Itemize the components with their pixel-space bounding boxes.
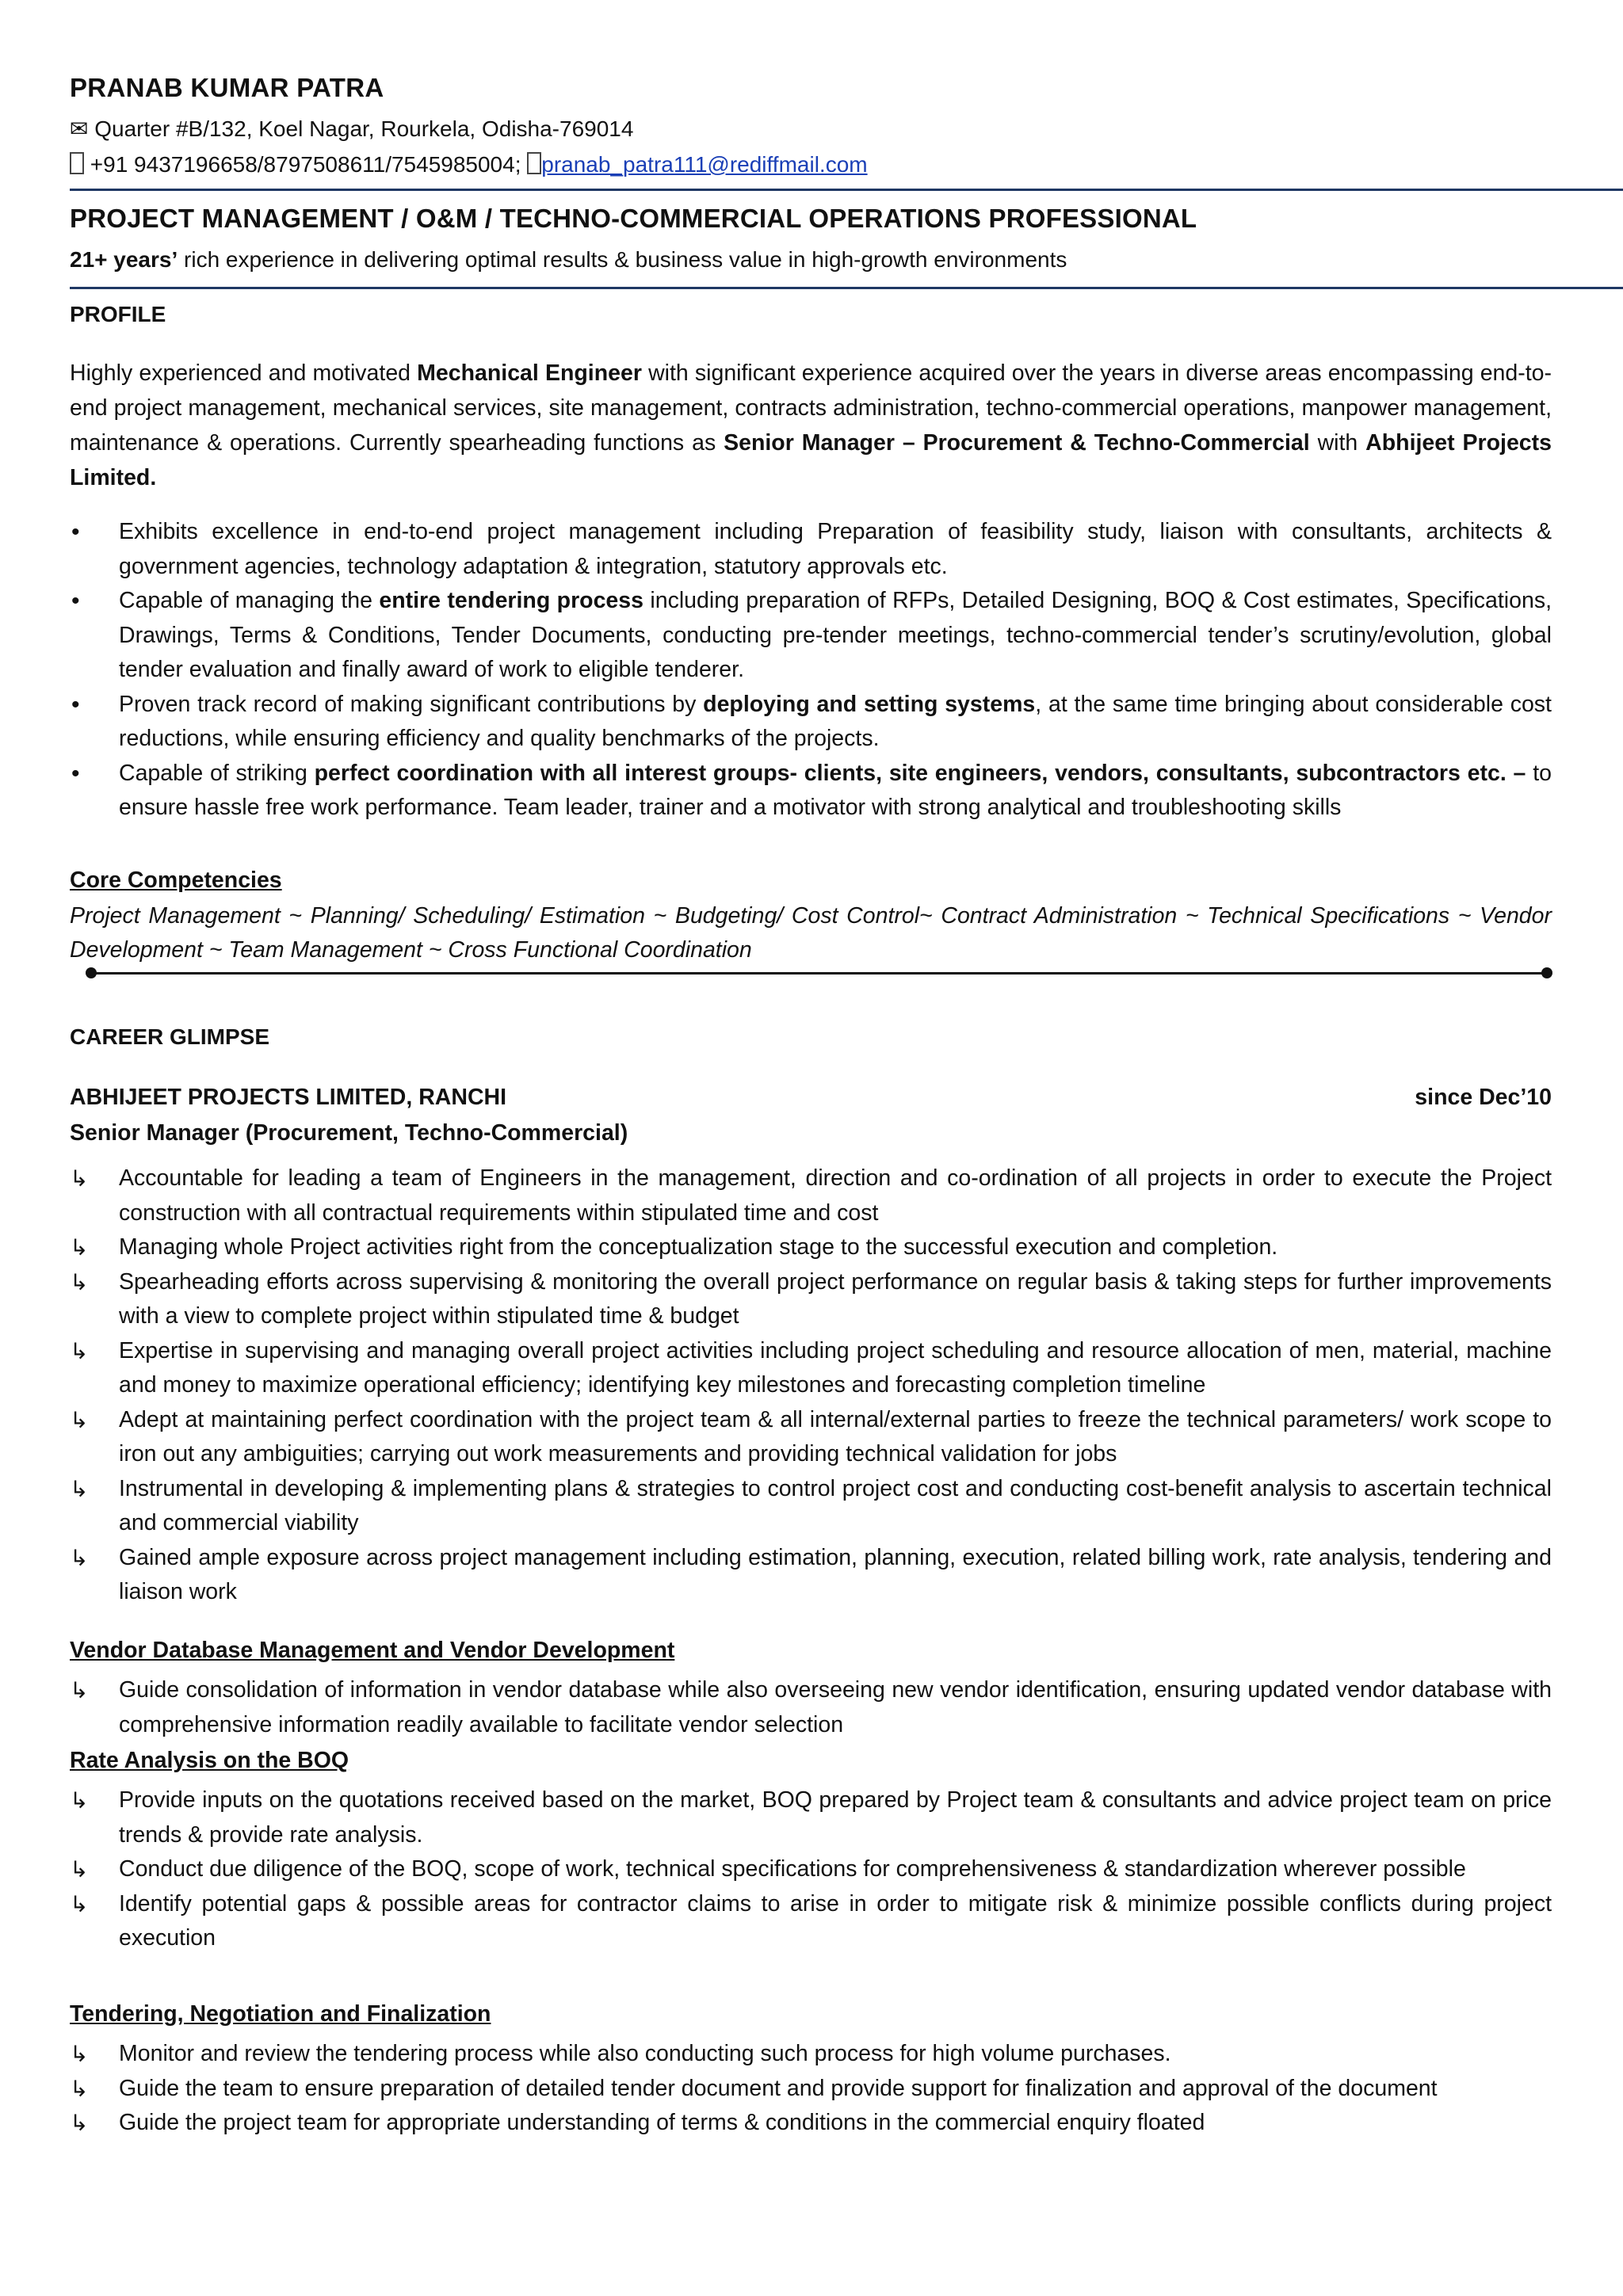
profile-bullet-run: Capable of striking (119, 760, 315, 786)
tenure: since Dec’10 (1415, 1085, 1552, 1110)
tender-bullet-item: ↳ Monitor and review the tendering process while also conducting such process for high volume purchases. (70, 2037, 1552, 2072)
phone-icon (70, 152, 84, 174)
vendor-heading: Vendor Database Management and Vendor Development (70, 1638, 675, 1663)
profile-summary-run: Mechanical Engineer (417, 360, 642, 386)
vendor-bullets (70, 1673, 1552, 1742)
profile-bullet-run: perfect coordination with all interest groups- clients, site engineers, vendors, consultants, subcontractors etc. – (314, 760, 1526, 786)
phone-text: +91 9437196658/8797508611/7545985004; (90, 152, 521, 177)
rate-analysis-heading: Rate Analysis on the BOQ (70, 1748, 349, 1773)
candidate-name: PRANAB KUMAR PATRA (70, 73, 384, 102)
career-bullet-item: ↳ Gained ample exposure across project management including estimation, planning, execution, related billing work, rate analysis, tendering and liaison work (70, 1541, 1552, 1610)
career-bullet-item: ↳ Managing whole Project activities right from the conceptualization stage to the successful execution and completion. (70, 1230, 1552, 1265)
profile-bullet-item (70, 584, 1552, 688)
profile-heading: PROFILE (70, 302, 166, 326)
profile-bullet-run: , at the same time bringing about considerable cost reductions, while ensuring efficiency and quality benchmarks of the projects. (119, 691, 1552, 751)
rate-bullet-item: ↳ Conduct due diligence of the BOQ, scope of work, technical specifications for comprehensiveness & standardization wherever possible (70, 1852, 1552, 1887)
headline-rule (70, 287, 1623, 289)
career-bullet-item: ↳ Instrumental in developing & implementing plans & strategies to control project cost and conducting cost-benefit analysis to ascertain technical and commercial viability (70, 1472, 1552, 1541)
profile-bullet-run: entire tendering process (379, 588, 643, 613)
rate-bullets (70, 1783, 1552, 1956)
career-bullet-item: ↳ Spearheading efforts across supervising & monitoring the overall project performance on regular basis & taking steps for further improvements with a view to complete project within stipulated time & budget (70, 1265, 1552, 1334)
profile-bullet-run: to ensure hassle free work performance. Team leader, trainer and a motivator with strong analytical and troubleshooting skills (119, 760, 1552, 820)
divider-dot-right (1541, 967, 1552, 978)
header-rule (70, 189, 1623, 191)
tender-bullet-item: ↳ Guide the team to ensure preparation of detailed tender document and provide support for finalization and approval of the document (70, 2072, 1552, 2107)
profile-summary-run: with (1309, 430, 1366, 456)
contact-line (70, 152, 868, 177)
section-divider (89, 972, 1547, 974)
career-heading: CAREER GLIMPSE (70, 1024, 270, 1049)
job-role: Senior Manager (Procurement, Techno-Commercial) (70, 1120, 628, 1146)
rate-bullet-item: ↳ Identify potential gaps & possible areas for contractor claims to arise in order to mitigate risk & minimize possible conflicts during project execution (70, 1887, 1552, 1956)
rate-bullet-item: ↳ Provide inputs on the quotations received based on the market, BOQ prepared by Project team & consultants and advice project team on price trends & provide rate analysis. (70, 1783, 1552, 1852)
tender-bullet-item: ↳ Guide the project team for appropriate understanding of terms & conditions in the commercial enquiry floated (70, 2106, 1552, 2141)
envelope-icon: ✉ (70, 116, 89, 141)
profile-summary (70, 356, 1552, 495)
professional-headline: PROJECT MANAGEMENT / O&M / TECHNO-COMMERCIAL OPERATIONS PROFESSIONAL (70, 204, 1197, 233)
profile-bullet-item (70, 757, 1552, 826)
core-competencies-heading: Core Competencies (70, 868, 282, 893)
tagline-years: 21+ years’ (70, 247, 178, 272)
address-text: Quarter #B/132, Koel Nagar, Rourkela, Odisha-769014 (94, 116, 634, 141)
tendering-heading: Tendering, Negotiation and Finalization (70, 2001, 491, 2027)
profile-bullet-run: Proven track record of making significant contributions by (119, 691, 704, 717)
tender-bullets (70, 2037, 1552, 2141)
profile-bullet-run: deploying and setting systems (703, 691, 1036, 717)
profile-bullet-item (70, 688, 1552, 757)
company-line (70, 1085, 1552, 1111)
email-link[interactable]: pranab_patra111@rediffmail.com (541, 152, 868, 177)
career-bullets (70, 1161, 1552, 1610)
tagline (70, 247, 1067, 273)
email-icon (527, 152, 541, 174)
career-bullet-item: ↳ Adept at maintaining perfect coordination with the project team & all internal/external parties to freeze the technical parameters/ work scope to iron out any ambiguities; carrying out work measurements and providing technical validation for jobs (70, 1403, 1552, 1472)
company-name: ABHIJEET PROJECTS LIMITED, RANCHI (70, 1085, 507, 1110)
profile-bullet-item (70, 515, 1552, 584)
address-line (70, 116, 633, 142)
profile-summary-run: Senior Manager – Procurement & Techno-Commercial (724, 430, 1310, 456)
profile-summary-run: with significant experience acquired over the years in diverse areas encompassing end-to-end project management, mechanical services, site management, contracts administration, techno-commercial operations, manpower management, maintenance & operations. Currently spearheading functions as (70, 360, 1552, 456)
core-competencies-text: Project Management ~ Planning/ Scheduling/ Estimation ~ Budgeting/ Cost Control~ Contract Administration ~ Technical Specifications ~ Vendor Development ~ Team Management ~ Cross Functional Coordination (70, 903, 1552, 963)
profile-bullet-run: Capable of managing the (119, 588, 380, 613)
career-bullet-item: ↳ Expertise in supervising and managing overall project activities including project scheduling and resource allocation of men, material, machine and money to maximize operational efficiency; identifying key milestones and forecasting completion timeline (70, 1334, 1552, 1403)
profile-bullet-run: Exhibits excellence in end-to-end project management including Preparation of feasibility study, liaison with consultants, architects & government agencies, technology adaptation & integration, statutory approvals etc. (119, 519, 1552, 579)
profile-bullet-run: including preparation of RFPs, Detailed Designing, BOQ & Cost estimates, Specifications, Drawings, Terms & Conditions, Tender Documents, conducting pre-tender meetings, techno-commercial tender’s scrutiny/evolution, global tender evaluation and finally award of work to eligible tenderer. (119, 588, 1552, 682)
profile-bullets (70, 515, 1552, 826)
career-bullet-item: ↳ Accountable for leading a team of Engineers in the management, direction and co-ordination of all projects in order to execute the Project construction with all contractual requirements within stipulated time and cost (70, 1161, 1552, 1230)
profile-summary-run: Highly experienced and motivated (70, 360, 418, 386)
vendor-bullet-item: ↳ Guide consolidation of information in vendor database while also overseeing new vendor identification, ensuring updated vendor database with comprehensive information readily available to facilitate vendor selection (70, 1673, 1552, 1742)
tagline-text: rich experience in delivering optimal results & business value in high-growth environments (178, 247, 1067, 272)
profile-summary-run: Abhijeet Projects Limited. (70, 430, 1552, 490)
